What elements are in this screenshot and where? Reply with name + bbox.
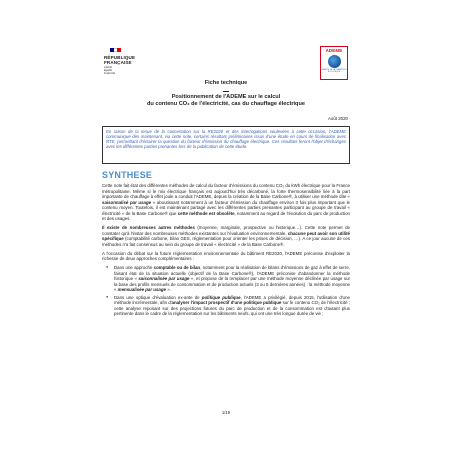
synthese-body	[102, 183, 350, 319]
republic-line2: FRANÇAISE	[104, 60, 132, 65]
document-date: Août 2020	[327, 116, 348, 121]
approaches-list	[114, 265, 350, 317]
paragraph-3: A l'occasion du débat sur la future réglementation environnementale du bâtiment RE2020, l'ADEME préconise d'exploiter la richesse de deux approches complémentaires :	[102, 250, 350, 262]
republique-francaise-logo	[104, 48, 154, 75]
section-title: SYNTHESE	[102, 170, 153, 180]
french-flag-icon	[110, 48, 121, 52]
motto: Liberté Égalité Fraternité	[104, 66, 116, 75]
ademe-name: ADEME	[325, 48, 343, 53]
title-separator	[223, 91, 229, 92]
ademe-tagline: AGENCE DE LA TRANSITION ÉCOLOGIQUE	[321, 69, 347, 74]
document-page	[94, 6, 358, 446]
paragraph-1: Cette note fait état des différentes méthodes de calcul du facteur d'émissions du contenu CO₂ du kWh électrique pour la France métropolitaine. Même si le mix électrique français est aujourd'hui très décarboné, la forte thermosensibilité liée à la part importante de chauffage à effet joule a conduit l'ADEME, depuis la création de la Base Carbone®, à utiliser une méthode dite « saisonnalisé par usage » aboutissant notamment à un facteur d'émission du chauffage environ 3 fois plus important que le contenu moyen. Toutefois, il est maintenant partagé avec les différentes parties prenantes participant au groupe de travail « électricité » de la Base Carbone® que cette méthode est obsolète, notamment au regard de l'évolution du parc de production et des usages.	[102, 183, 350, 221]
document-type: Fiche technique	[204, 80, 248, 86]
list-item: ● Dans une optique d'évaluation ex-ante de politique publique, l'ADEME a privilégié, depuis 2015, l'utilisation d'une méthode incrémentale, afin d'analyser l'impact prospectif d'une politique publique sur le contenu CO₂ de l'électricité ; cette analyse reposant sur des projections futures du parc de production et de la consommation est d'autant plus pertinente dans le cadre de la réglementation sur les bâtiments neufs, qui ont une très longue durée de vie ;	[114, 295, 350, 317]
document-title: Positionnement de l'ADEME sur le calcul du contenu CO₂ de l'électricité, cas du chauffage électrique	[147, 94, 305, 108]
notice-box: En raison de la tenue de la concertation sur la RE2020 et des interrogations soulevées à cette occasion, l'ADEME communique dès maintenant, via cette note, certains résultats préliminaires issus d'une étude en cours de finalisation avec RTE, permettant d'éclairer la question du facteur d'émission du chauffage électrique. Ces résultats feront l'objet d'échanges avec les différentes parties prenantes lors de la publication de cette étude.	[102, 126, 350, 164]
republic-line1: RÉPUBLIQUE	[104, 55, 136, 60]
list-item: ● Dans une approche comptable ou de bilan, notamment pour la réalisation de bilans d'émissions de gaz à effet de serre, faisant état de la situation actuelle (objectif de la Base Carbone®), l'ADEME préconise d'abandonner la méthode historique « saisonnalisée par usage », et propose de la remplacer par une méthode moyenne déclinée par usage sur la base des profils mensuels de consommation et de production actuels (3 ou 5 dernières années) : la méthode moyenne « mensualisée par usage ».	[114, 265, 350, 293]
ademe-logo	[320, 46, 348, 80]
globe-icon	[328, 55, 341, 68]
paragraph-2: Il existe de nombreuses autres méthodes (moyenne, marginale, prospective ou historique…). Cette note permet de constater qu'à l'instar des nombreuses méthodes existantes sur l'évaluation environnementale, chacune peut avoir son utilité spécifique (comptabilité carbone, bilan GES, réglementation pour orienter les prises de décision, …). A ce jour aucune de ces méthodes n'a fait consensus au sein du groupe de travail « électricité » de la Base Carbone®.	[102, 225, 350, 247]
page-number: 1/19	[221, 410, 231, 415]
